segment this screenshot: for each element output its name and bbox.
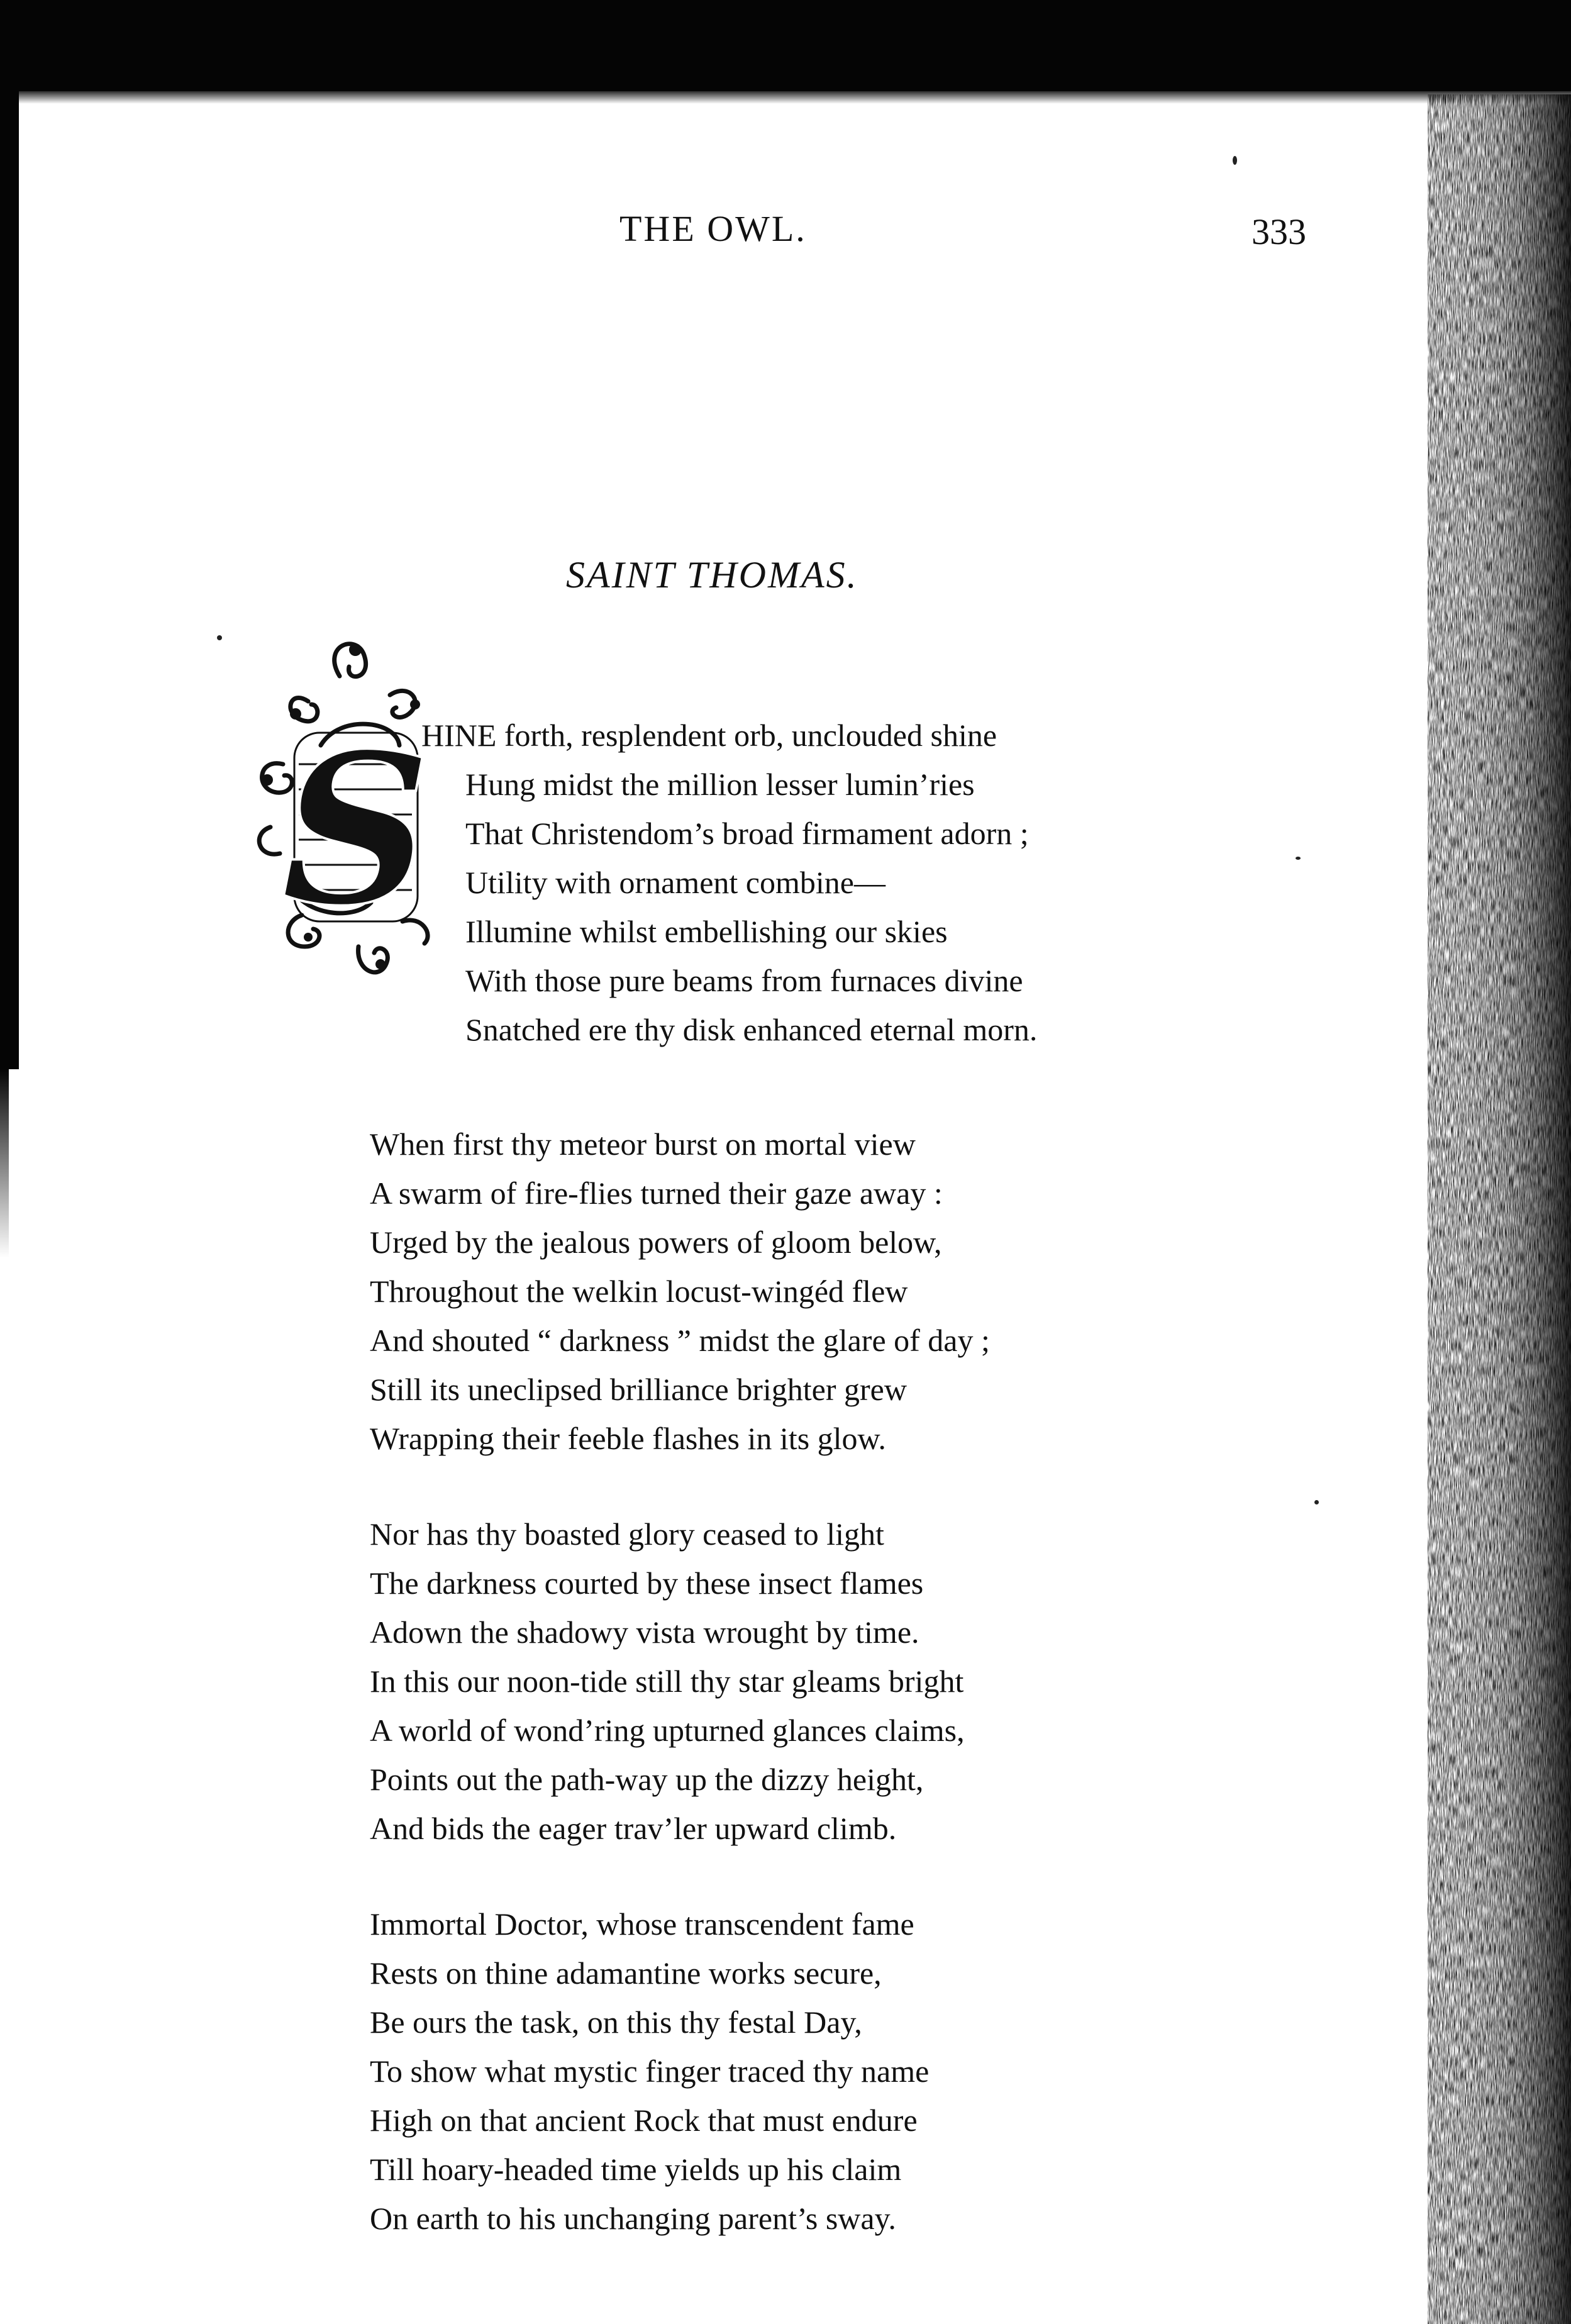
svg-text:S: S <box>280 708 431 952</box>
poem-line: A swarm of fire-flies turned their gaze away : <box>370 1176 943 1211</box>
poem-line: A world of wond’ring upturned glances claims, <box>370 1713 965 1748</box>
poem-line: With those pure beams from furnaces divine <box>465 963 1023 998</box>
stanza <box>370 1509 965 1853</box>
poem-line: Wrapping their feeble flashes in its glow. <box>370 1421 886 1456</box>
running-head: THE OWL. <box>619 208 807 249</box>
poem-line: HINE forth, resplendent orb, unclouded shine <box>421 718 997 753</box>
page-number: 333 <box>1252 211 1306 252</box>
poem-line: In this our noon-tide still thy star gleams bright <box>370 1664 964 1699</box>
poem-line: Utility with ornament combine— <box>465 865 885 900</box>
scan-left-border <box>0 0 19 1069</box>
scan-speck <box>1296 857 1301 860</box>
stanza <box>370 1120 990 1463</box>
poem-line: Hung midst the million lesser lumin’ries <box>465 767 975 802</box>
poem-line: To show what mystic finger traced thy name <box>370 2054 930 2089</box>
poem-line: Snatched ere thy disk enhanced eternal morn. <box>465 1012 1038 1047</box>
poem-line: The darkness courted by these insect flames <box>370 1565 924 1601</box>
poem-line: And shouted “ darkness ” midst the glare of day ; <box>370 1323 990 1358</box>
scan-speck <box>217 635 222 640</box>
scan-left-border-fade <box>0 1069 9 1258</box>
poem-line: Rests on thine adamantine works secure, <box>370 1955 882 1991</box>
poem-line: Points out the path-way up the dizzy height, <box>370 1762 924 1797</box>
poem-line: Till hoary-headed time yields up his claim <box>370 2152 902 2187</box>
poem-line: Throughout the welkin locust-wingéd flew <box>370 1274 908 1309</box>
poem-line: Immortal Doctor, whose transcendent fame <box>370 1906 914 1942</box>
scan-speck <box>1233 156 1237 165</box>
poem-line: High on that ancient Rock that must endure <box>370 2103 918 2138</box>
poem-line: Illumine whilst embellishing our skies <box>465 914 948 949</box>
poem-line: Nor has thy boasted glory ceased to light <box>370 1516 884 1552</box>
poem-line: Be ours the task, on this thy festal Day, <box>370 2004 862 2040</box>
scan-top-border <box>0 0 1571 91</box>
poem-line: And bids the eager trav’ler upward climb. <box>370 1811 897 1846</box>
stanza <box>370 1899 929 2243</box>
stanza <box>421 711 1038 1054</box>
ornamental-drop-cap-icon <box>245 620 447 997</box>
poem-line: That Christendom’s broad firmament adorn ; <box>465 816 1029 851</box>
scan-right-edge-noise <box>1428 94 1571 2324</box>
poem-title: SAINT THOMAS. <box>566 554 858 596</box>
scan-top-shadow <box>0 91 1571 104</box>
poem-line: Still its uneclipsed brilliance brighter grew <box>370 1372 907 1407</box>
scan-speck <box>1314 1500 1319 1504</box>
poem-line: Urged by the jealous powers of gloom below, <box>370 1225 942 1260</box>
poem-line: On earth to his unchanging parent’s sway. <box>370 2201 896 2236</box>
poem-line: When first thy meteor burst on mortal view <box>370 1126 916 1162</box>
poem-line: Adown the shadowy vista wrought by time. <box>370 1615 919 1650</box>
